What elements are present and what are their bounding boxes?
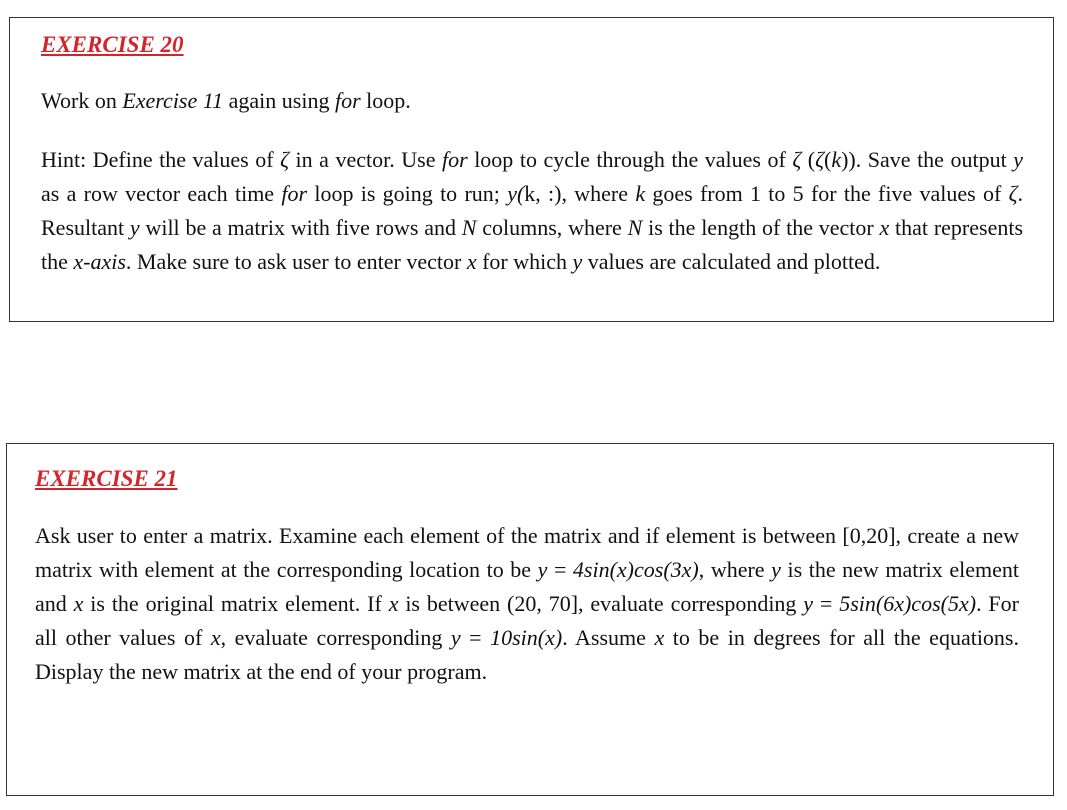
text-run: in a vector. Use bbox=[289, 147, 442, 172]
text-run: will be a matrix with five rows and bbox=[139, 215, 462, 240]
text-run: Work on bbox=[41, 88, 123, 113]
text-run: that represents the bbox=[41, 215, 1024, 274]
text-run: Exercise 11 bbox=[122, 88, 224, 113]
text-run: loop to cycle through the values of bbox=[467, 147, 793, 172]
text-run: . For all other values of bbox=[35, 591, 1019, 650]
text-run: x bbox=[388, 591, 399, 616]
text-run: loop. bbox=[360, 88, 411, 113]
text-run: values are calculated and plotted. bbox=[582, 249, 881, 274]
text-run: ζ bbox=[815, 147, 825, 172]
text-run: for bbox=[281, 181, 308, 206]
text-run: = bbox=[547, 557, 573, 582]
text-run: = bbox=[460, 625, 491, 650]
text-run: Hint: Define the values of bbox=[41, 147, 281, 172]
text-run: . Resultant bbox=[41, 181, 1024, 240]
text-run: as a row vector each time bbox=[41, 181, 282, 206]
text-run: ( bbox=[824, 147, 832, 172]
text-run: y bbox=[129, 215, 140, 240]
text-run: is between (20, 70], evaluate corresponding bbox=[398, 591, 804, 616]
text-run: ( bbox=[801, 147, 816, 172]
text-run: N bbox=[461, 215, 477, 240]
text-run: is the new matrix element and bbox=[35, 557, 1019, 616]
text-run: )). Save the output bbox=[841, 147, 1014, 172]
text-run: is the length of the vector bbox=[642, 215, 880, 240]
exercise-21-box bbox=[6, 443, 1054, 796]
exercise-20-box bbox=[9, 17, 1054, 322]
text-run: . Assume bbox=[562, 625, 655, 650]
text-run: 5sin(6x)cos(5x) bbox=[839, 591, 977, 616]
text-run: to be in degrees for all the equations. Display the new matrix at the end of your program. bbox=[35, 625, 1019, 684]
text-run: x bbox=[654, 625, 665, 650]
text-run: for which bbox=[476, 249, 573, 274]
text-run: = bbox=[813, 591, 840, 616]
text-run: N bbox=[627, 215, 643, 240]
exercise-21-body bbox=[35, 519, 1019, 689]
exercise-20-hint bbox=[41, 143, 1023, 279]
text-run: , where bbox=[698, 557, 772, 582]
exercise-20-intro bbox=[41, 84, 1023, 118]
text-run: x bbox=[879, 215, 890, 240]
text-run: ζ bbox=[792, 147, 802, 172]
text-run: y bbox=[771, 557, 781, 582]
text-run: y bbox=[1013, 147, 1023, 172]
text-run: y bbox=[803, 591, 814, 616]
text-run: , evaluate corresponding bbox=[220, 625, 451, 650]
text-run: goes from 1 to 5 for the five values of bbox=[645, 181, 1009, 206]
text-run: x bbox=[73, 591, 84, 616]
exercise-21-title: EXERCISE 21 bbox=[35, 466, 178, 491]
text-run: is the original matrix element. If bbox=[83, 591, 389, 616]
exercise-20-title: EXERCISE 20 bbox=[41, 32, 184, 57]
text-run: x-axis bbox=[73, 249, 126, 274]
text-run: 10sin(x) bbox=[490, 625, 563, 650]
text-run: . Make sure to ask user to enter vector bbox=[125, 249, 467, 274]
text-run: y bbox=[572, 249, 583, 274]
text-run: y bbox=[537, 557, 548, 582]
text-run: again using bbox=[223, 88, 335, 113]
text-run: y( bbox=[507, 181, 525, 206]
text-run: k bbox=[635, 181, 646, 206]
text-run: for bbox=[441, 147, 468, 172]
text-run: 4sin(x)cos(3x) bbox=[572, 557, 699, 582]
text-run: Ask user to enter a matrix. Examine each element of the matrix and if element is between [0,20], create a new matrix with element at the corresponding location to be bbox=[35, 523, 1019, 582]
text-run: y bbox=[450, 625, 461, 650]
text-run: for bbox=[334, 88, 361, 113]
text-run: ζ bbox=[1008, 181, 1018, 206]
text-run: x bbox=[210, 625, 221, 650]
text-run: k, :), where bbox=[524, 181, 636, 206]
text-run: columns, where bbox=[476, 215, 628, 240]
text-run: ζ bbox=[280, 147, 290, 172]
text-run: x bbox=[466, 249, 477, 274]
text-run: k bbox=[831, 147, 842, 172]
text-run: loop is going to run; bbox=[307, 181, 508, 206]
